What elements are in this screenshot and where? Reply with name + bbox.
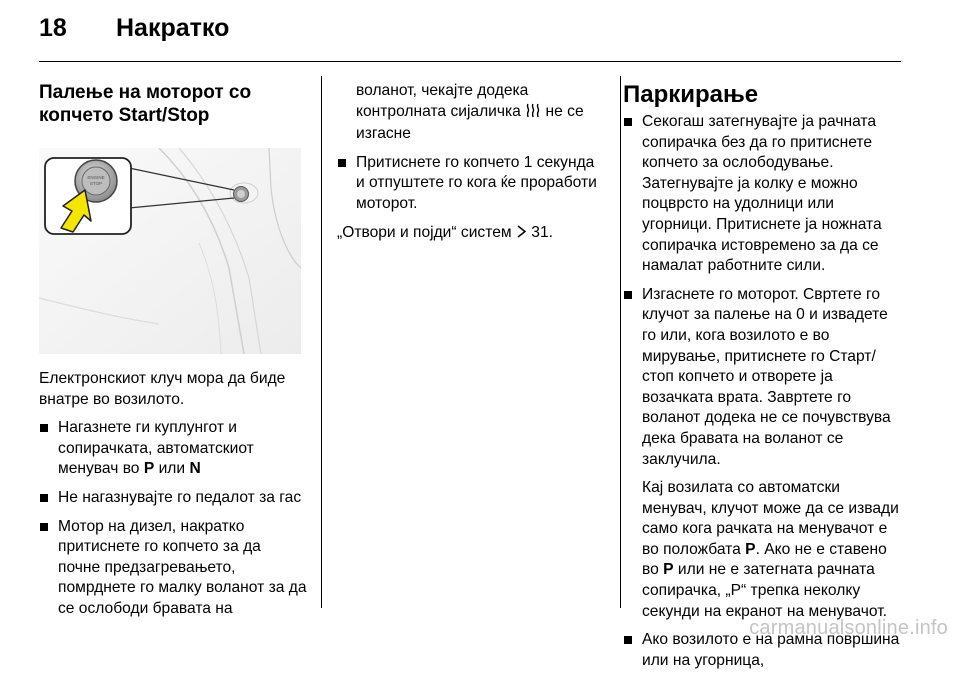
list-item: Мотор на дизел, накратко притиснете го копчето за да почне предзагревањето, помрднете го малку воланот за да се ослободи бравата на [39, 517, 307, 620]
column-divider-1 [321, 76, 322, 608]
start-steps-list-cont [337, 153, 607, 215]
start-steps-list [39, 418, 307, 619]
reference-line: „Отвори и појди“ систем 31. [337, 223, 607, 245]
svg-text:STOP: STOP [89, 181, 103, 186]
reference-arrow-icon [516, 224, 527, 245]
glow-plug-icon [525, 102, 541, 125]
page-number: 18 [39, 14, 67, 42]
svg-text:ENGINE: ENGINE [87, 175, 105, 180]
column-1 [39, 81, 307, 628]
watermark: carmanualsonline.info [749, 617, 948, 639]
list-item: Изгаснете го моторот. Свртете го клучот за палење на 0 и извадете го или, кога возилото е во мирување, притиснете го Старт/ стоп копчето и отворете ја возачката врата. Завртете го воланот додека не се почувствува дека бравата на воланот се заклучила. [623, 285, 905, 470]
section-heading-start-stop: Палење на моторот со копчето Start/Stop [39, 82, 252, 126]
page-title: Накратко [116, 14, 230, 42]
intro-text: Електронскиот клуч мора да биде внатре во возилото. [39, 370, 286, 408]
list-item: Притиснете го копчето 1 секунда и отпуштете го кога ќе проработи моторот. [337, 153, 607, 215]
list-item: Не нагазнувајте го педалот за гас [39, 488, 307, 509]
parking-steps-list [623, 112, 905, 470]
automatic-transmission-note: Кај возилата со автоматски менувач, клучот може да се извади само кога рачката на менувачот е во положбата P. Ако не е ставено во P или не е затегната рачната сопирачка, „P“ трепка неколку секунди на екранот на менувачот. [642, 479, 899, 620]
header-rule [39, 61, 901, 62]
list-item: Ако возилото е на рамна површина или на угорница, [623, 630, 905, 671]
list-item: Секогаш затегнувајте ја рачната сопирачка без да го притиснете копчето за ослободување. Затегнувајте ја колку е можно поцврсто на удолници или угорници. Притиснете ја ножната сопирачка истовремено за да се намалат работните сили. [623, 112, 905, 277]
section-heading-parking: Паркирање [623, 81, 759, 108]
start-stop-button-figure [39, 148, 301, 354]
column-3 [623, 81, 905, 679]
list-item-continuation: воланот, чекајте додека контролната сијаличка не се изгасне [356, 82, 584, 143]
column-2 [337, 81, 607, 252]
list-item: Нагазнете ги куплунгот и сопирачката, автоматскиот менувач во P или N [39, 418, 307, 480]
column-divider-2 [620, 76, 621, 608]
